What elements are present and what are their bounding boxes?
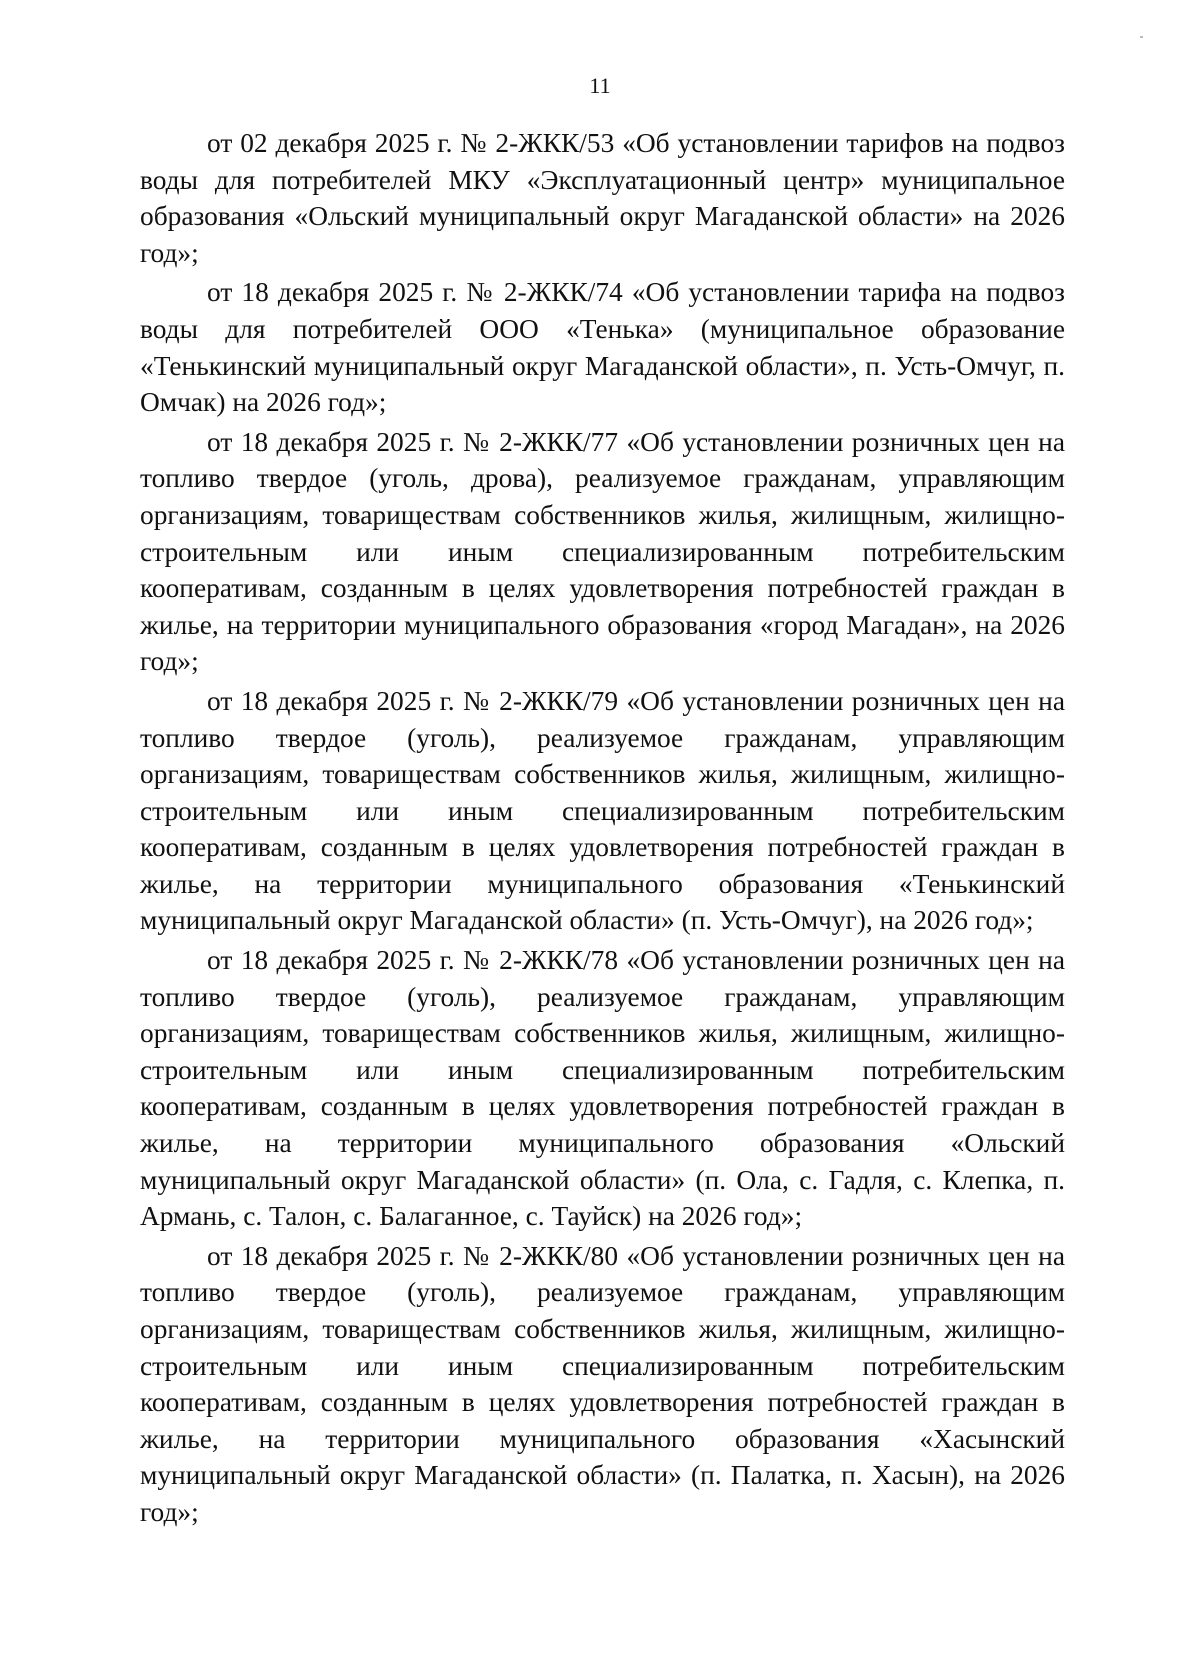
scan-speck [1140, 36, 1143, 38]
paragraph-resolution-80: от 18 декабря 2025 г. № 2-ЖКК/80 «Об установлении розничных цен на топливо твердое (уголь), реализуемое гражданам, управляющим организациям, товариществам собственников жилья, жилищным, жилищно-строительным или иным специализированным потребительским кооперативам, созданным в целях удовлетворения потребностей граждан в жилье, на территории муниципального образования «Хасынский муниципальный округ Магаданской области» (п. Палатка, п. Хасын), на 2026 год»; [140, 1240, 1065, 1527]
paragraph-resolution-79: от 18 декабря 2025 г. № 2-ЖКК/79 «Об установлении розничных цен на топливо твердое (уголь), реализуемое гражданам, управляющим организациям, товариществам собственников жилья, жилищным, жилищно-строительным или иным специализированным потребительским кооперативам, созданным в целях удовлетворения потребностей граждан в жилье, на территории муниципального образования «Тенькинский муниципальный округ Магаданской области» (п. Усть-Омчуг), на 2026 год»; [140, 685, 1065, 936]
document-body [140, 125, 1065, 1534]
paragraph-resolution-74: от 18 декабря 2025 г. № 2-ЖКК/74 «Об установлении тарифа на подвоз воды для потребителей ООО «Тенька» (муниципальное образование «Тенькинский муниципальный округ Магаданской области», п. Усть-Омчуг, п. Омчак) на 2026 год»; [140, 277, 1065, 418]
paragraph-resolution-53: от 02 декабря 2025 г. № 2-ЖКК/53 «Об установлении тарифов на подвоз воды для потребителей МКУ «Эксплуатационный центр» муниципальное образования «Ольский муниципальный округ Магаданской области» на 2026 год»; [140, 128, 1065, 268]
paragraph-resolution-78: от 18 декабря 2025 г. № 2-ЖКК/78 «Об установлении розничных цен на топливо твердое (уголь), реализуемое гражданам, управляющим организациям, товариществам собственников жилья, жилищным, жилищно-строительным или иным специализированным потребительским кооперативам, созданным в целях удовлетворения потребностей граждан в жилье, на территории муниципального образования «Ольский муниципальный округ Магаданской области» (п. Ола, с. Гадля, с. Клепка, п. Армань, с. Талон, с. Балаганное, с. Тауйск) на 2026 год»; [140, 945, 1065, 1232]
page-number: 11 [589, 73, 611, 98]
paragraph-resolution-77: от 18 декабря 2025 г. № 2-ЖКК/77 «Об установлении розничных цен на топливо твердое (уголь, дрова), реализуемое гражданам, управляющим организациям, товариществам собственников жилья, жилищным, жилищно-строительным или иным специализированным потребительским кооперативам, созданным в целях удовлетворения потребностей граждан в жилье, на территории муниципального образования «город Магадан», на 2026 год»; [140, 426, 1065, 677]
